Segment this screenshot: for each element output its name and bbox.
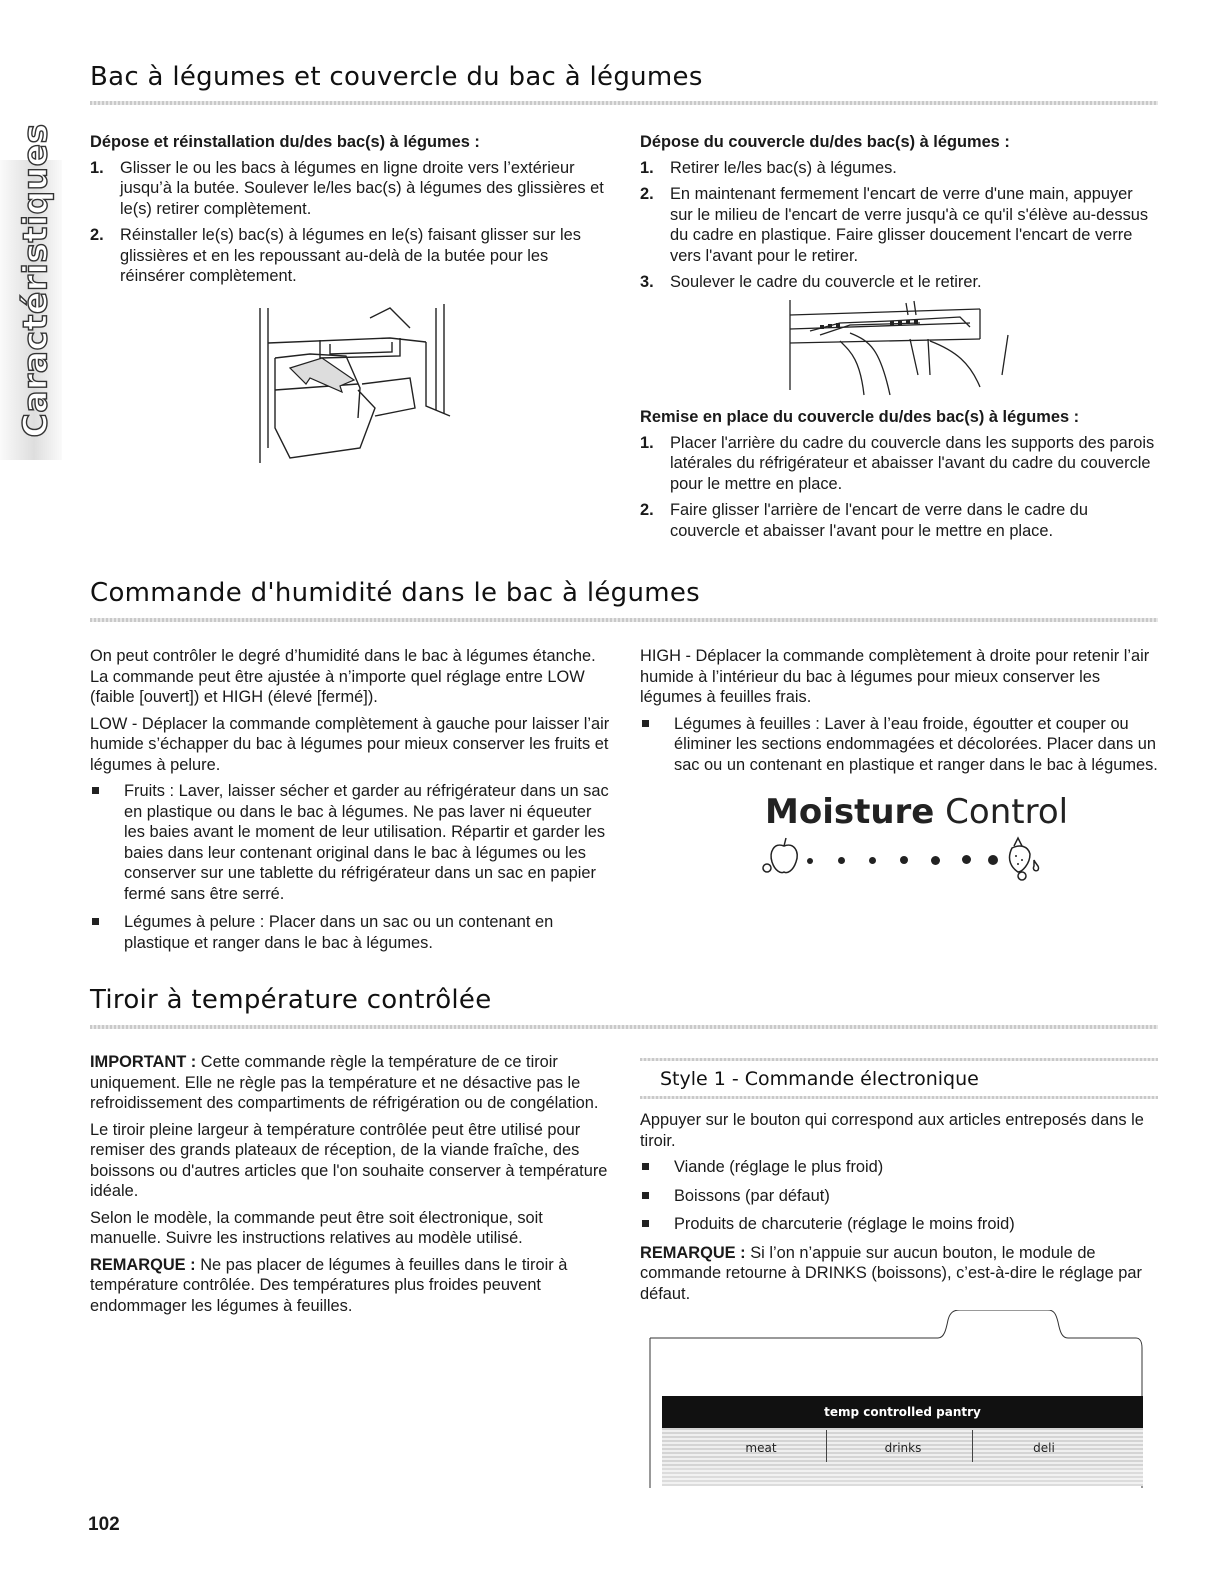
- button-divider: [972, 1430, 973, 1462]
- list-item: Légumes à feuilles : Laver à l’eau froide, égoutter et couper ou éliminer les sections endommagées et décolorées. Placer dans un sac ou un contenant en plastique et ranger dans le bac à légumes.: [640, 714, 1160, 776]
- panel-base: [662, 1468, 1143, 1486]
- cover-removal-heading: Dépose du couvercle du/des bac(s) à légumes :: [640, 133, 1010, 151]
- section-rule: [90, 1025, 1158, 1029]
- crisper-removal-heading: Dépose et réinstallation du/des bac(s) à légumes :: [90, 133, 480, 151]
- moisture-control-slider: [760, 832, 1060, 882]
- cover-removal-illustration: [780, 295, 1030, 405]
- section-title-pantry: Tiroir à température contrôlée: [90, 985, 492, 1015]
- pantry-important: IMPORTANT : Cette commande règle la température de ce tiroir uniquement. Elle ne règle pas la température et ne désactive pas le refroidissement des compartiments de réfrigération ou de congélation.: [90, 1053, 599, 1112]
- moisture-level-dot: [900, 856, 908, 864]
- bullet-icon: [92, 918, 99, 925]
- cover-removal-block: [640, 132, 1160, 299]
- style1-heading: Style 1 - Commande électronique: [660, 1068, 979, 1090]
- moisture-level-dot: [931, 856, 940, 865]
- moisture-level-dot: [988, 855, 998, 865]
- list-item: Légumes à pelure : Placer dans un sac ou un contenant en plastique et ranger dans le bac à légumes.: [90, 912, 610, 953]
- pantry-paragraph: Le tiroir pleine largeur à température contrôlée peut être utilisé pour remiser des grands plateaux de réception, de la viande fraîche, des boissons ou d'autres articles que l'on souhaite conserver à température idéale.: [90, 1120, 608, 1200]
- moisture-level-dot: [869, 857, 876, 864]
- crisper-removal-illustration: [250, 298, 460, 466]
- pantry-control-panel: [648, 1310, 1143, 1490]
- list-item: Fruits : Laver, laisser sécher et garder au réfrigérateur dans un sac en plastique ou dans le bac à légumes. Ne pas laver ni équeuter les baies avant le moment de leur utilisation. Répartir et garder les baies dans leur contenant original dans le bac à légumes ou les conserver sur une tablette du réfrigérateur dans un sac en papier fermé sans être serré.: [90, 781, 610, 904]
- list-item: 2. En maintenant fermement l'encart de verre d'une main, appuyer sur le milieu de l'encart de verre jusqu'à ce qu'il s'élève au-dessus du cadre en plastique. Faire glisser doucement l'encart de verre vers l'avant pour le retirer.: [640, 185, 1149, 265]
- section-rule: [90, 618, 1158, 622]
- pantry-note: REMARQUE : Ne pas placer de légumes à feuilles dans le tiroir à température contrôlée. Des températures plus froides peuvent endommager les légumes à feuilles.: [90, 1255, 568, 1315]
- list-item: 1. Glisser le ou les bacs à légumes en ligne droite vers l’extérieur jusqu’à la butée. Soulever le/les bac(s) à légumes des glissières et le(s) retirer complètement.: [90, 158, 604, 218]
- cover-replace-block: [640, 407, 1160, 547]
- strawberry-icon: [1004, 832, 1054, 882]
- moisture-level-dot: [807, 858, 813, 864]
- bullet-icon: [642, 1163, 649, 1170]
- moisture-control-title: Moisture Control: [765, 792, 1069, 832]
- drinks-button[interactable]: drinks: [884, 1441, 922, 1455]
- bullet-icon: [642, 720, 649, 727]
- list-item: Produits de charcuterie (réglage le moins froid): [640, 1214, 1160, 1235]
- crisper-removal-block: [90, 132, 610, 293]
- style1-note: REMARQUE : Si l’on n’appuie sur aucun bouton, le module de commande retourne à DRINKS (boissons), c’est-à-dire le réglage par défaut.: [640, 1243, 1142, 1303]
- section-rule: [90, 101, 1158, 105]
- pantry-left-block: [90, 1052, 610, 1322]
- moisture-level-dot: [962, 855, 971, 864]
- bullet-icon: [642, 1220, 649, 1227]
- humidity-right-block: [640, 646, 1160, 783]
- list-item: 1. Retirer le/les bac(s) à légumes.: [640, 158, 897, 177]
- section-title-crisper: Bac à légumes et couvercle du bac à légumes: [90, 62, 703, 92]
- list-item: Boissons (par défaut): [640, 1186, 1160, 1207]
- side-tab-label: Caractéristiques: [15, 123, 55, 438]
- page-number: 102: [88, 1514, 120, 1535]
- list-item: 2. Faire glisser l'arrière de l'encart de verre dans le cadre du couvercle et abaisser l'avant pour le mettre en place.: [640, 501, 1089, 540]
- side-tab: [0, 123, 62, 460]
- deli-button[interactable]: deli: [1033, 1441, 1055, 1455]
- humidity-high: HIGH - Déplacer la commande complètement à droite pour retenir l’air humide à l’intérieur du bac à légumes pour mieux conserver les légumes à feuilles frais.: [640, 647, 1150, 706]
- list-item: 1. Placer l'arrière du cadre du couvercle dans les supports des parois latérales du réfrigérateur et abaisser l'avant du cadre du couvercle pour le mettre en place.: [640, 433, 1155, 493]
- humidity-intro: On peut contrôler le degré d’humidité dans le bac à légumes étanche. La commande peut être ajustée à n’importe quel réglage entre LOW (faible [ouvert]) et HIGH (élevé [fermé]).: [90, 647, 596, 706]
- style1-intro: Appuyer sur le bouton qui correspond aux articles entreposés dans le tiroir.: [640, 1111, 1144, 1150]
- bullet-icon: [642, 1192, 649, 1199]
- subsection-rule: [640, 1058, 1158, 1061]
- meat-button[interactable]: meat: [745, 1441, 777, 1455]
- list-item: 2. Réinstaller le(s) bac(s) à légumes en le(s) faisant glisser sur les glissières et en les repoussant au-delà de la butée pour les réinsérer complètement.: [90, 226, 581, 285]
- subsection-rule: [640, 1096, 1158, 1099]
- pantry-paragraph: Selon le modèle, la commande peut être soit électronique, soit manuelle. Suivre les instructions relatives au modèle utilisé.: [90, 1208, 543, 1247]
- list-item: 3. Soulever le cadre du couvercle et le retirer.: [640, 273, 982, 291]
- cover-replace-heading: Remise en place du couvercle du/des bac(s) à légumes :: [640, 408, 1080, 426]
- button-divider: [826, 1430, 827, 1462]
- style1-block: [640, 1110, 1160, 1310]
- bullet-icon: [92, 787, 99, 794]
- panel-title-bar: temp controlled pantry: [662, 1396, 1143, 1428]
- humidity-left-block: [90, 646, 610, 961]
- list-item: Viande (réglage le plus froid): [640, 1157, 1160, 1178]
- humidity-low: LOW - Déplacer la commande complètement à gauche pour laisser l’air humide s’échapper du bac à légumes pour mieux conserver les fruits et légumes à pelure.: [90, 714, 610, 774]
- section-title-humidity: Commande d'humidité dans le bac à légumes: [90, 578, 701, 608]
- moisture-level-dot: [838, 857, 845, 864]
- apple-icon: [760, 834, 802, 878]
